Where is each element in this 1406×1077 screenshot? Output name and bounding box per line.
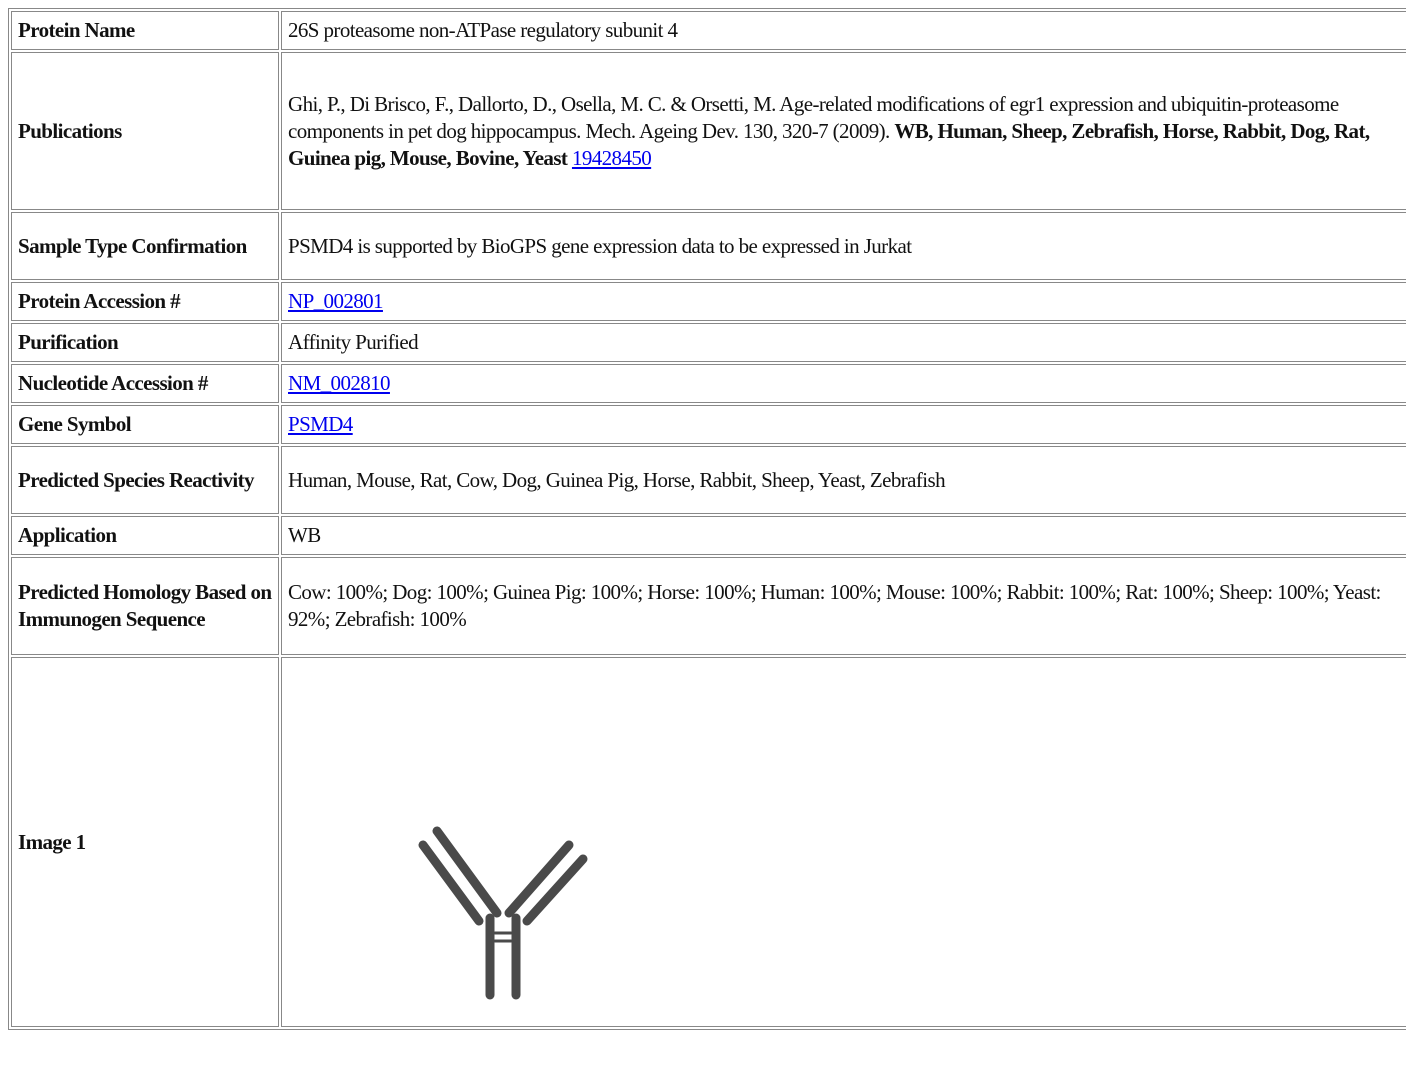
application-value: WB — [281, 516, 1406, 555]
purification-label: Purification — [11, 323, 279, 362]
sample-type-label: Sample Type Confirmation — [11, 212, 279, 280]
pubmed-link[interactable]: 19428450 — [571, 145, 652, 170]
nucleotide-accession-link[interactable]: NM_002810 — [288, 371, 390, 395]
purification-value: Affinity Purified — [281, 323, 1406, 362]
row-gene-symbol — [11, 405, 1406, 444]
publications-label: Publications — [11, 52, 279, 210]
gene-symbol-link[interactable]: PSMD4 — [288, 412, 353, 436]
row-predicted-homology — [11, 557, 1406, 655]
nucleotide-accession-cell — [281, 364, 1406, 403]
gene-symbol-cell — [281, 405, 1406, 444]
publication-tags: WB, Human, Sheep, Zebrafish, Horse, Rabbit, Dog, Rat, Guinea pig, Mouse, Bovine, Yeast — [288, 118, 1370, 170]
protein-accession-cell — [281, 282, 1406, 321]
row-image-1 — [11, 657, 1406, 1027]
gene-symbol-label: Gene Symbol — [11, 405, 279, 444]
row-predicted-species — [11, 446, 1406, 514]
row-application — [11, 516, 1406, 555]
row-nucleotide-accession — [11, 364, 1406, 403]
application-label: Application — [11, 516, 279, 555]
image-1-label: Image 1 — [11, 657, 279, 1027]
protein-accession-link[interactable]: NP_002801 — [288, 289, 383, 313]
product-spec-table — [8, 8, 1406, 1030]
row-purification — [11, 323, 1406, 362]
publications-value — [281, 52, 1406, 210]
protein-name-label: Protein Name — [11, 11, 279, 50]
predicted-species-label: Predicted Species Reactivity — [11, 446, 279, 514]
protein-name-value: 26S proteasome non-ATPase regulatory subunit 4 — [281, 11, 1406, 50]
row-protein-accession — [11, 282, 1406, 321]
publication-citation: Ghi, P., Di Brisco, F., Dallorto, D., Osella, M. C. & Orsetti, M. Age-related modifications of egr1 expression and ubiquitin-proteasome components in pet dog hippocampus. Mech. Ageing Dev. 130, 320-7 (2009). — [288, 91, 1339, 143]
row-sample-type — [11, 212, 1406, 280]
sample-type-value: PSMD4 is supported by BioGPS gene expression data to be expressed in Jurkat — [281, 212, 1406, 280]
nucleotide-accession-label: Nucleotide Accession # — [11, 364, 279, 403]
antibody-icon — [417, 815, 589, 1001]
predicted-species-value: Human, Mouse, Rat, Cow, Dog, Guinea Pig, Horse, Rabbit, Sheep, Yeast, Zebrafish — [281, 446, 1406, 514]
predicted-homology-value: Cow: 100%; Dog: 100%; Guinea Pig: 100%; Horse: 100%; Human: 100%; Mouse: 100%; Rabbit: 100%; Rat: 100%; Sheep: 100%; Yeast: 92%; Zebrafish: 100% — [281, 557, 1406, 655]
protein-accession-label: Protein Accession # — [11, 282, 279, 321]
row-publications — [11, 52, 1406, 210]
row-protein-name — [11, 11, 1406, 50]
predicted-homology-label: Predicted Homology Based on Immunogen Sequence — [11, 557, 279, 655]
